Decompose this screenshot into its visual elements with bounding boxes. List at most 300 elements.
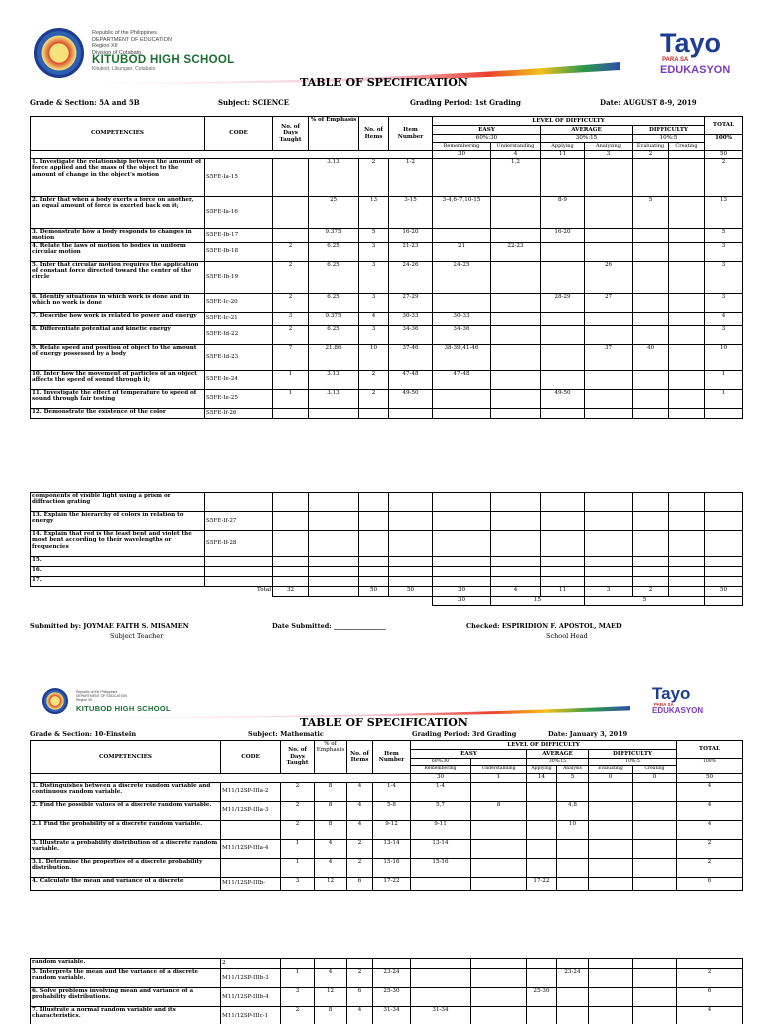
table-row bbox=[31, 242, 743, 261]
cell-item-number: 3-15 bbox=[389, 197, 433, 229]
cell-items: 4 bbox=[359, 312, 389, 325]
cell-items bbox=[359, 567, 389, 577]
cell-item-number bbox=[389, 577, 433, 587]
cell-competency: 3. Demonstrate how a body responds to changes in motion bbox=[31, 229, 205, 243]
table-row bbox=[31, 839, 743, 858]
cell-items: 4 bbox=[347, 820, 373, 839]
cell-days-taught: 3 bbox=[273, 312, 309, 325]
cell-total: 3 bbox=[705, 261, 743, 293]
cell-applying bbox=[527, 969, 557, 988]
cell-days-taught: 1 bbox=[273, 370, 309, 389]
cell-evaluating bbox=[633, 242, 669, 261]
cell-days-taught bbox=[281, 959, 315, 969]
header-analyzing: Analysis bbox=[557, 766, 589, 773]
cell-competency: 3. Illustrate a probability distribution of a discrete random variable. bbox=[31, 839, 221, 858]
table-row bbox=[31, 782, 743, 801]
cell-total: 2 bbox=[677, 969, 743, 988]
submitted-by: Submitted by: JOYMAE FAITH S. MISAMEN bbox=[30, 622, 189, 630]
table-row bbox=[31, 159, 743, 197]
cell-code: M11/12SP-IIIa-3 bbox=[221, 801, 281, 820]
cell-applying bbox=[541, 531, 585, 557]
subtotal-easy: 30 bbox=[433, 597, 491, 606]
cell-total: 5 bbox=[705, 229, 743, 243]
cell-analyzing bbox=[585, 389, 633, 408]
cell-item-number: 21-23 bbox=[389, 242, 433, 261]
cell-items: 3 bbox=[359, 293, 389, 312]
cell-days-taught bbox=[273, 408, 309, 418]
cell-understanding bbox=[471, 969, 527, 988]
cell-evaluating bbox=[589, 877, 633, 890]
cell-evaluating bbox=[589, 782, 633, 801]
cell-total bbox=[705, 493, 743, 512]
cell-competency: 4. Calculate the mean and variance of a discrete bbox=[31, 877, 221, 890]
cell-total: 3 bbox=[705, 293, 743, 312]
table-row bbox=[31, 229, 743, 243]
cell-competency: 14. Explain that red is the least bent and violet the most bent according to their wavelengths or frequencies bbox=[31, 531, 205, 557]
cell-days-taught: 3 bbox=[281, 988, 315, 1007]
cell-analyzing: 23-24 bbox=[557, 969, 589, 988]
cell-applying bbox=[527, 820, 557, 839]
cell-emphasis: 9.375 bbox=[309, 229, 359, 243]
school-name: KITUBOD HIGH SCHOOL bbox=[92, 54, 235, 66]
cell-emphasis: 3.13 bbox=[309, 370, 359, 389]
cell-days-taught: 2 bbox=[281, 801, 315, 820]
cell-code bbox=[221, 858, 281, 877]
cell-item-number bbox=[389, 557, 433, 567]
cell-item-number: 17-22 bbox=[373, 877, 411, 890]
difficult-pct: 10%:5 bbox=[589, 759, 677, 766]
cell-competency: 5. Infer that circular motion requires the application of constant force directed toward the center of the circle bbox=[31, 261, 205, 293]
cell-analyzing: 4,8 bbox=[557, 801, 589, 820]
cell-evaluating bbox=[589, 839, 633, 858]
table-row bbox=[31, 858, 743, 877]
table-row bbox=[31, 557, 743, 567]
header-emphasis: % of Emphasis bbox=[309, 117, 359, 151]
cell-applying: 49-50 bbox=[541, 389, 585, 408]
header-difficult: DIFFICULTY bbox=[633, 126, 705, 135]
count-understanding: 4 bbox=[491, 151, 541, 159]
cell-analyzing bbox=[585, 408, 633, 418]
cell-code: S5FE-Ie-25 bbox=[205, 389, 273, 408]
tayo-logo-edu: EDUKASYON bbox=[660, 64, 731, 76]
cell-analyzing bbox=[585, 312, 633, 325]
cell-remembering bbox=[411, 959, 471, 969]
cell-creating bbox=[669, 493, 705, 512]
date: Date: AUGUST 8-9, 2019 bbox=[600, 98, 697, 107]
header-code: CODE bbox=[221, 741, 281, 774]
cell-understanding bbox=[471, 988, 527, 1007]
average-pct: 30%:15 bbox=[527, 759, 589, 766]
cell-remembering: 34-36 bbox=[433, 325, 491, 344]
total-days: 32 bbox=[273, 587, 309, 597]
cell-creating bbox=[669, 159, 705, 197]
cell-evaluating bbox=[633, 325, 669, 344]
header-applying: Applying bbox=[527, 766, 557, 773]
cell-creating bbox=[633, 801, 677, 820]
cell-understanding: 8 bbox=[471, 801, 527, 820]
cell-analyzing bbox=[557, 858, 589, 877]
cell-code bbox=[205, 557, 273, 567]
cell-understanding bbox=[471, 858, 527, 877]
header-understanding: Understanding bbox=[491, 143, 541, 151]
cell-evaluating bbox=[589, 1007, 633, 1024]
header-code: CODE bbox=[205, 117, 273, 151]
cell-analyzing bbox=[557, 988, 589, 1007]
subtotal-average: 15 bbox=[491, 597, 585, 606]
checked-by: Checked: ESPIRIDION F. APOSTOL, MAED bbox=[466, 622, 622, 630]
cell-evaluating bbox=[633, 312, 669, 325]
cell-remembering bbox=[433, 389, 491, 408]
government-lines-2 bbox=[76, 690, 127, 702]
cell-days-taught: 2 bbox=[273, 293, 309, 312]
cell-competency: 8. Differentiate potential and kinetic energy bbox=[31, 325, 205, 344]
cell-applying bbox=[541, 577, 585, 587]
header-creating: Creating bbox=[669, 143, 705, 151]
cell-emphasis: 8 bbox=[315, 801, 347, 820]
cell-items bbox=[347, 959, 373, 969]
total-pct: 100% bbox=[705, 135, 743, 151]
cell-items: 3 bbox=[359, 242, 389, 261]
tayo-logo-edu: EDUKASYON bbox=[652, 706, 704, 715]
cell-code bbox=[205, 567, 273, 577]
cell-total: 1 bbox=[705, 370, 743, 389]
date-2: Date: January 3, 2019 bbox=[548, 730, 628, 738]
cell-emphasis: 6.25 bbox=[309, 261, 359, 293]
submitted-role: Subject Teacher bbox=[110, 632, 164, 640]
table-row bbox=[31, 877, 743, 890]
total-item-number: 50 bbox=[389, 587, 433, 597]
header-item-number: Item Number bbox=[373, 741, 411, 774]
cell-applying bbox=[541, 159, 585, 197]
count-spacer bbox=[31, 773, 411, 782]
total-label: Total bbox=[256, 587, 271, 593]
cell-evaluating bbox=[633, 370, 669, 389]
cell-item-number bbox=[389, 512, 433, 531]
cell-code: S5FE-Ib-19 bbox=[205, 261, 273, 293]
cell-analyzing bbox=[585, 557, 633, 567]
cell-total: 1 bbox=[705, 389, 743, 408]
cell-competency: 16. bbox=[31, 567, 205, 577]
school-address: Kitubod, Libungan, Cotabato bbox=[92, 66, 156, 72]
cell-remembering bbox=[433, 557, 491, 567]
cell-days-taught: 2 bbox=[273, 261, 309, 293]
header-applying: Applying bbox=[541, 143, 585, 151]
cell-remembering: 31-34 bbox=[411, 1007, 471, 1024]
cell-days-taught bbox=[273, 512, 309, 531]
cell-item-number: 23-24 bbox=[373, 969, 411, 988]
cell-evaluating bbox=[633, 261, 669, 293]
table-row bbox=[31, 370, 743, 389]
cell-item-number bbox=[389, 408, 433, 418]
cell-remembering bbox=[433, 159, 491, 197]
cell-competency: 2. Infer that when a body exerts a force on another, an equal amount of force is exerted back on it; bbox=[31, 197, 205, 229]
cell-creating bbox=[669, 293, 705, 312]
cell-total: 4 bbox=[677, 820, 743, 839]
cell-applying: 25-30 bbox=[527, 988, 557, 1007]
cell-items: 5 bbox=[359, 229, 389, 243]
cell-understanding: 22-23 bbox=[491, 242, 541, 261]
gov-line: Division of Cotabato bbox=[92, 49, 142, 56]
cell-understanding bbox=[491, 389, 541, 408]
cell-remembering: 3-4,6-7,10-15 bbox=[433, 197, 491, 229]
cell-evaluating bbox=[633, 567, 669, 577]
cell-analyzing bbox=[585, 512, 633, 531]
count-remembering: 30 bbox=[411, 773, 471, 782]
cell-total bbox=[705, 512, 743, 531]
header-level: LEVEL OF DIFFICULTY bbox=[433, 117, 705, 126]
cell-total bbox=[705, 567, 743, 577]
header-items: No. of Items bbox=[347, 741, 373, 774]
tayo-logo-sub: PARA SA bbox=[662, 57, 689, 63]
cell-total: 13 bbox=[705, 197, 743, 229]
cell-code: M11/12SP-IIIb-3 bbox=[221, 969, 281, 988]
cell-remembering bbox=[433, 493, 491, 512]
cell-evaluating bbox=[633, 577, 669, 587]
cell-analyzing: 37 bbox=[585, 344, 633, 370]
cell-creating bbox=[633, 877, 677, 890]
cell-days-taught: 2 bbox=[281, 1007, 315, 1024]
cell-understanding bbox=[491, 325, 541, 344]
table-row bbox=[31, 567, 743, 577]
cell-code: M11/12SP-IIIc-1 bbox=[221, 1007, 281, 1024]
header-average: AVERAGE bbox=[541, 126, 633, 135]
count-evaluating: 2 bbox=[633, 151, 669, 159]
table-row bbox=[31, 389, 743, 408]
cell-evaluating bbox=[633, 531, 669, 557]
header-creating: Creating bbox=[633, 766, 677, 773]
cell-code bbox=[205, 493, 273, 512]
cell-analyzing bbox=[585, 370, 633, 389]
letterhead bbox=[0, 0, 768, 76]
cell-code: M11/12SP-IIIa-4 bbox=[221, 839, 281, 858]
header-understanding: Understanding bbox=[471, 766, 527, 773]
cell-code bbox=[221, 820, 281, 839]
cell-understanding bbox=[491, 261, 541, 293]
table-row bbox=[31, 988, 743, 1007]
cell-evaluating: 40 bbox=[633, 344, 669, 370]
cell-analyzing bbox=[585, 567, 633, 577]
count-remembering: 30 bbox=[433, 151, 491, 159]
cell-items: 10 bbox=[359, 344, 389, 370]
count-evaluating: 0 bbox=[589, 773, 633, 782]
total-analyzing: 3 bbox=[585, 587, 633, 597]
cell-evaluating bbox=[633, 293, 669, 312]
cell-emphasis: 9.375 bbox=[309, 312, 359, 325]
cell-understanding bbox=[491, 512, 541, 531]
cell-emphasis: 8 bbox=[315, 1007, 347, 1024]
cell-creating bbox=[669, 512, 705, 531]
cell-item-number: 16-20 bbox=[389, 229, 433, 243]
cell-applying bbox=[527, 1007, 557, 1024]
header-days: No. of Days Taught bbox=[273, 117, 309, 151]
cell-remembering: 47-48 bbox=[433, 370, 491, 389]
cell-creating bbox=[633, 782, 677, 801]
cell-item-number: 34-36 bbox=[389, 325, 433, 344]
cell-days-taught: 2 bbox=[273, 325, 309, 344]
cell-items bbox=[359, 493, 389, 512]
checked-role: School Head bbox=[546, 632, 588, 640]
total-creating bbox=[669, 587, 705, 597]
cell-understanding bbox=[491, 408, 541, 418]
cell-remembering bbox=[433, 512, 491, 531]
cell-understanding bbox=[491, 577, 541, 587]
cell-items: 2 bbox=[347, 969, 373, 988]
cell-creating bbox=[669, 242, 705, 261]
cell-remembering: 21 bbox=[433, 242, 491, 261]
cell-applying bbox=[541, 408, 585, 418]
cell-total: 4 bbox=[677, 782, 743, 801]
cell-total: 3 bbox=[705, 325, 743, 344]
cell-competency: 12. Demonstrate the existence of the color bbox=[31, 408, 205, 418]
cell-creating bbox=[633, 969, 677, 988]
header-items: No. of Items bbox=[359, 117, 389, 151]
cell-creating bbox=[633, 858, 677, 877]
cell-evaluating bbox=[589, 959, 633, 969]
cell-total bbox=[705, 557, 743, 567]
cell-creating bbox=[669, 312, 705, 325]
cell-emphasis: 25 bbox=[309, 197, 359, 229]
cell-understanding bbox=[491, 229, 541, 243]
cell-competency: 15. bbox=[31, 557, 205, 567]
easy-pct: 60%:30 bbox=[433, 135, 541, 143]
gov-line: Region XII bbox=[76, 698, 93, 702]
cell-competency: 3.1. Determine the properties of a discrete probability distribution. bbox=[31, 858, 221, 877]
cell-days-taught: 2 bbox=[281, 820, 315, 839]
cell-remembering bbox=[433, 567, 491, 577]
cell-emphasis: 21.86 bbox=[309, 344, 359, 370]
cell-code: S5FE-If-26 bbox=[205, 408, 273, 418]
count-applying: 11 bbox=[541, 151, 585, 159]
cell-applying: 28-29 bbox=[541, 293, 585, 312]
header-evaluating: Evaluating bbox=[633, 143, 669, 151]
document-page-2 bbox=[0, 680, 768, 1020]
header-level: LEVEL OF DIFFICULTY bbox=[411, 741, 677, 750]
cell-total: 6 bbox=[677, 877, 743, 890]
cell-applying bbox=[541, 325, 585, 344]
header-easy: EASY bbox=[433, 126, 541, 135]
table-row bbox=[31, 512, 743, 531]
gov-line: Republic of the Philippines bbox=[92, 30, 157, 36]
table-row bbox=[31, 293, 743, 312]
count-creating bbox=[669, 151, 705, 159]
header-total: TOTAL bbox=[705, 117, 743, 135]
cell-items: 4 bbox=[347, 782, 373, 801]
cell-evaluating bbox=[633, 512, 669, 531]
cell-competency: 1. Investigate the relationship between the amount of force applied and the mass of the object to the amount of change in the object's motion bbox=[31, 159, 205, 197]
cell-emphasis bbox=[309, 408, 359, 418]
cell-days-taught bbox=[273, 159, 309, 197]
subject: Subject: SCIENCE bbox=[218, 98, 290, 107]
cell-creating bbox=[669, 370, 705, 389]
cell-competency: 2.1 Find the probability of a discrete random variable. bbox=[31, 820, 221, 839]
header-easy: EASY bbox=[411, 750, 527, 759]
cell-applying bbox=[541, 242, 585, 261]
cell-total bbox=[705, 531, 743, 557]
cell-days-taught bbox=[273, 557, 309, 567]
cell-item-number: 1-2 bbox=[389, 159, 433, 197]
cell-creating bbox=[669, 197, 705, 229]
cell-evaluating bbox=[589, 969, 633, 988]
cell-analyzing bbox=[557, 877, 589, 890]
cell-evaluating bbox=[633, 408, 669, 418]
government-lines bbox=[92, 30, 172, 56]
cell-code: 2 bbox=[221, 959, 281, 969]
table-row bbox=[31, 820, 743, 839]
cell-emphasis: 4 bbox=[315, 839, 347, 858]
cell-remembering: 13-14 bbox=[411, 839, 471, 858]
total-remembering: 30 bbox=[433, 587, 491, 597]
cell-remembering: 24-25 bbox=[433, 261, 491, 293]
count-total: 50 bbox=[705, 151, 743, 159]
cell-remembering bbox=[433, 531, 491, 557]
cell-analyzing bbox=[585, 577, 633, 587]
cell-total: 3 bbox=[705, 242, 743, 261]
cell-days-taught: 2 bbox=[281, 782, 315, 801]
cell-days-taught bbox=[273, 531, 309, 557]
easy-pct: 60%:30 bbox=[411, 759, 471, 766]
cell-days-taught: 3 bbox=[281, 877, 315, 890]
cell-code: S5FE-Ic-21 bbox=[205, 312, 273, 325]
cell-item-number: 13-14 bbox=[373, 839, 411, 858]
cell-creating bbox=[669, 261, 705, 293]
total-pct: 100% bbox=[677, 759, 743, 774]
cell-applying: 16-20 bbox=[541, 229, 585, 243]
cell-code bbox=[205, 577, 273, 587]
cell-items: 6 bbox=[347, 988, 373, 1007]
cell-remembering bbox=[411, 988, 471, 1007]
header-competencies: COMPETENCIES bbox=[31, 117, 205, 151]
table-row bbox=[31, 408, 743, 418]
cell-emphasis: 6.25 bbox=[309, 242, 359, 261]
cell-remembering bbox=[433, 293, 491, 312]
cell-analyzing bbox=[585, 159, 633, 197]
grading-period: Grading Period: 1st Grading bbox=[410, 98, 521, 107]
total-emphasis bbox=[309, 587, 359, 597]
cell-applying: 17-22 bbox=[527, 877, 557, 890]
cell-item-number bbox=[389, 493, 433, 512]
cell-total bbox=[677, 959, 743, 969]
cell-item-number: 49-50 bbox=[389, 389, 433, 408]
cell-creating bbox=[633, 988, 677, 1007]
cell-applying bbox=[527, 858, 557, 877]
tayo-logo-word: Tayo bbox=[660, 28, 722, 58]
cell-items: 4 bbox=[347, 1007, 373, 1024]
specification-table-2-continued bbox=[30, 958, 743, 1024]
cell-competency: 11. Investigate the effect of temperature to speed of sound through fair testing bbox=[31, 389, 205, 408]
cell-evaluating: 5 bbox=[633, 197, 669, 229]
subtotal-blank bbox=[705, 597, 743, 606]
cell-competency: random variable. bbox=[31, 959, 221, 969]
table-row bbox=[31, 197, 743, 229]
cell-total: 2 bbox=[677, 839, 743, 858]
cell-creating bbox=[633, 839, 677, 858]
cell-total: 10 bbox=[705, 344, 743, 370]
cell-item-number: 37-46 bbox=[389, 344, 433, 370]
cell-understanding bbox=[491, 344, 541, 370]
cell-emphasis bbox=[309, 577, 359, 587]
gov-line: DEPARTMENT OF EDUCATION bbox=[76, 694, 127, 698]
cell-understanding bbox=[471, 1007, 527, 1024]
cell-emphasis bbox=[315, 959, 347, 969]
header-remembering: Remembering bbox=[433, 143, 491, 151]
cell-analyzing bbox=[585, 229, 633, 243]
cell-total bbox=[705, 408, 743, 418]
grade-section: Grade & Section: 5A and 5B bbox=[30, 98, 140, 107]
cell-code: S5FE-Ia-15 bbox=[205, 159, 273, 197]
cell-items bbox=[359, 577, 389, 587]
subtotal-spacer bbox=[31, 597, 433, 606]
table-row bbox=[31, 969, 743, 988]
